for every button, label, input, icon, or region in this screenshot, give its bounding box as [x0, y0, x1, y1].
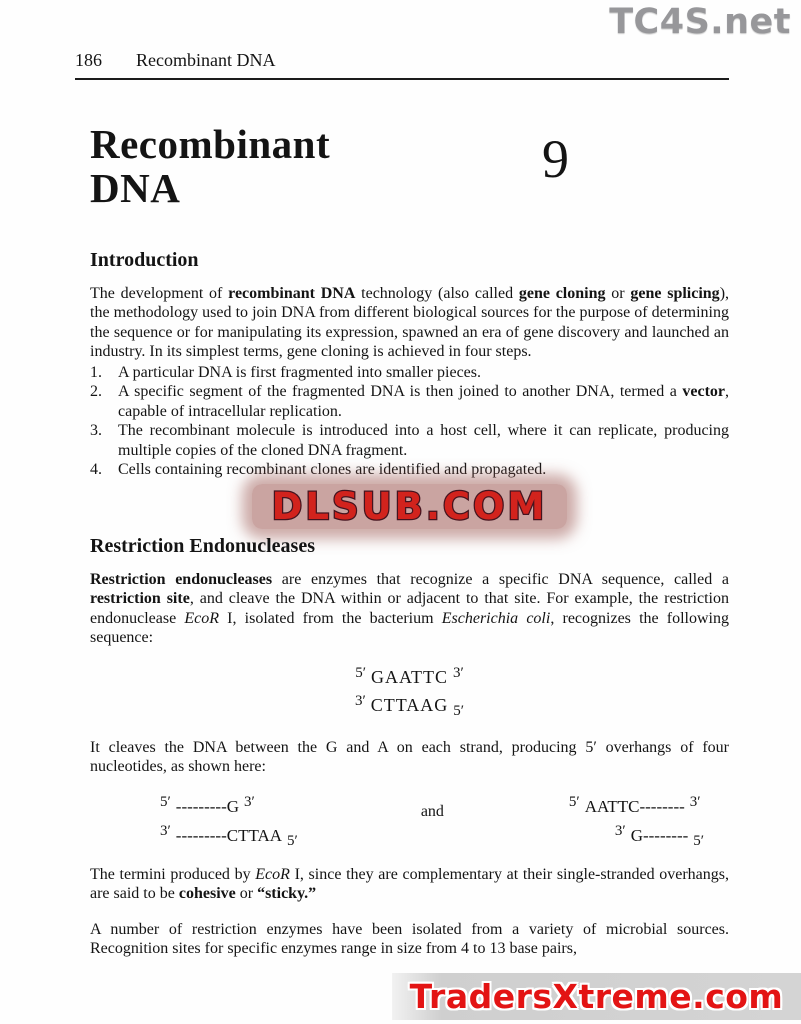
dna-sequence: GAATTC: [371, 666, 448, 687]
step-number: 2.: [90, 383, 102, 401]
prime-label: 3′: [354, 692, 366, 709]
dna-fragment-left: [155, 793, 303, 851]
dna-sequence: G--------: [630, 825, 689, 845]
dna-fragment-right: [564, 793, 709, 851]
list-item: [90, 363, 729, 383]
step-text: The recombinant molecule is introduced into a host cell, where it can replicate, producing multiple copies of the cloned DNA fragment.: [118, 422, 729, 459]
prime-label: 3′: [160, 822, 171, 839]
running-title: Recombinant DNA: [136, 50, 276, 70]
chapter-number: 9: [542, 129, 569, 189]
step-text: A specific segment of the fragmented DNA is then joined to another DNA, termed a vector, capable of intracellular replication.: [118, 383, 729, 420]
prime-label: 5′: [160, 793, 171, 810]
dna-strand-top: [90, 664, 729, 692]
dna-strand-top: [564, 793, 709, 822]
prime-label: 3′: [689, 793, 701, 810]
gene-cloning-steps: [90, 363, 729, 480]
dna-sequence: ---------G: [175, 796, 240, 816]
dna-strand-top: [155, 793, 303, 822]
watermark-tradersxtreme: TradersXtreme.com: [409, 977, 784, 1016]
watermark-dlsub: DLSUB.COM: [252, 484, 568, 529]
dna-sequence: CTTAAG: [370, 694, 449, 715]
watermark-tc4s: TC4S.net: [609, 2, 791, 42]
step-text: Cells containing recombinant clones are identified and propagated.: [118, 461, 547, 479]
chapter-header: [90, 122, 729, 211]
dna-strand-bottom: [564, 822, 709, 851]
intro-paragraph: The development of recombinant DNA technology (also called gene cloning or gene splicing), the methodology used to join DNA from different biological sources for the purpose of determining the sequence or for manipulating its expression, spawned an era of gene discovery and launched an industry. In its simplest terms, gene cloning is achieved in four steps.: [90, 284, 730, 361]
prime-label: 5′: [693, 832, 705, 849]
watermark-banner: [392, 973, 801, 1020]
step-number: 4.: [90, 461, 102, 479]
prime-label: 3′: [453, 664, 464, 681]
dna-fragments-diagram: [90, 793, 729, 851]
restriction-paragraph-3: The termini produced by EcoR I, since they are complementary at their single-stranded overhangs, are said to be cohesive or “sticky.”: [90, 865, 729, 903]
running-head: [75, 50, 729, 80]
dna-sequence: AATTC--------: [584, 796, 685, 816]
watermark-dlsub-wrap: [90, 484, 729, 529]
connector-label: and: [420, 802, 444, 820]
chapter-title-line2: DNA: [90, 165, 181, 212]
restriction-paragraph-1: Restriction endonucleases are enzymes that recognize a specific DNA sequence, called a restriction site, and cleave the DNA within or adjacent to that site. For example, the restriction endonuclease EcoR I, isolated from the bacterium Escherichia coli, recognizes the following sequence:: [90, 570, 730, 647]
page-number: 186: [75, 50, 102, 70]
prime-label: 5′: [355, 664, 366, 681]
chapter-title: [90, 122, 729, 211]
list-item: [90, 382, 729, 421]
list-item: [90, 421, 729, 460]
list-item: [90, 460, 729, 480]
prime-label: 5′: [568, 793, 580, 810]
dna-recognition-sequence: [90, 664, 729, 720]
chapter-title-line1: Recombinant: [90, 121, 331, 167]
step-text: A particular DNA is first fragmented into smaller pieces.: [118, 363, 482, 381]
prime-label: 3′: [614, 822, 626, 839]
prime-label: 5′: [287, 832, 298, 849]
prime-label: 5′: [453, 702, 465, 719]
step-number: 3.: [90, 422, 102, 440]
prime-label: 3′: [244, 793, 255, 810]
restriction-heading: Restriction Endonucleases: [90, 534, 315, 557]
restriction-paragraph-4: A number of restriction enzymes have been isolated from a variety of microbial sources. Recognition sites for specific enzymes range in size from 4 to 13 base pairs,: [90, 920, 729, 958]
restriction-paragraph-2: It cleaves the DNA between the G and A on each strand, producing 5′ overhangs of four nucleotides, as shown here:: [90, 738, 729, 776]
step-number: 1.: [90, 363, 102, 381]
intro-heading: Introduction: [90, 248, 199, 271]
dna-strand-bottom: [155, 822, 303, 851]
dna-sequence: ---------CTTAA: [175, 825, 283, 845]
dna-strand-bottom: [90, 692, 729, 720]
